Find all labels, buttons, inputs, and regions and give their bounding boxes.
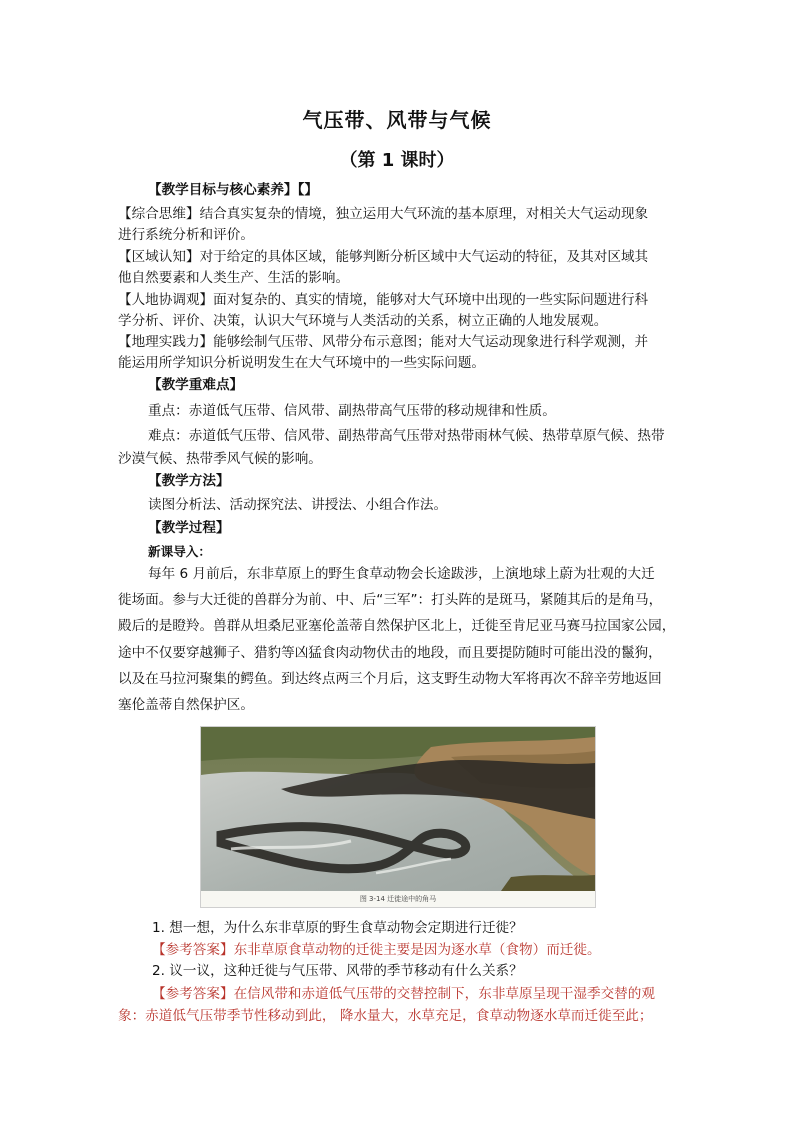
objective-text: 结合真实复杂的情境，独立运用大气环流的基本原理，对相关大气运动现象 (199, 206, 649, 222)
intro-paragraph-line: 以及在马拉河聚集的鳄鱼。到达终点两三个月后，这支野生动物大军将再次不辞辛劳地返回 (118, 671, 662, 687)
objective-text-cont: 学分析、评价、决策，认识大气环境与人类活动的关系，树立正确的人地发展观。 (118, 313, 608, 329)
answer-2 (152, 983, 722, 1005)
photo-caption: 图 3-14 迁徙途中的角马 (201, 891, 595, 907)
objective-tag: 【地理实践力】 (118, 334, 214, 350)
objectives-heading: 【教学目标与核心素养】【】 (148, 182, 318, 198)
intro-paragraph-line: 徙场面。参与大迁徙的兽群分为前、中、后“三军”：打头阵的是斑马，紧随其后的是角马， (118, 592, 663, 608)
objective-text-cont: 能运用所学知识分析说明发生在大气环境中的一些实际问题。 (118, 355, 486, 371)
objective-text-cont: 进行系统分析和评价。 (118, 227, 254, 243)
methods-text: 读图分析法、活动探究法、讲授法、小组合作法。 (148, 497, 448, 513)
difficulty-heading: 【教学重难点】 (148, 377, 244, 393)
answer-text: 在信风带和赤道低气压带的交替控制下，东非草原呈现干湿季交替的观 (233, 986, 655, 1002)
answer-tag: 【参考答案】 (152, 986, 234, 1002)
question-1: 1. 想一想，为什么东非草原的野生食草动物会定期进行迁徙？ (152, 920, 523, 936)
lesson-subtitle: （第 1 课时） (339, 150, 455, 171)
objective-text: 能够绘制气压带、风带分布示意图；能对大气运动现象进行科学观测，并 (213, 334, 649, 350)
intro-paragraph-line: 途中不仅要穿越狮子、猎豹等凶猛食肉动物伏击的地段，而且要提防随时可能出没的鬣狗， (118, 645, 662, 661)
intro-paragraph-line: 塞伦盖蒂自然保护区。 (118, 697, 254, 713)
process-heading: 【教学过程】 (148, 520, 230, 536)
key-point: 重点：赤道低气压带、信风带、副热带高气压带的移动规律和性质。 (148, 403, 556, 419)
answer-text: 东非草原食草动物的迁徙主要是因为逐水草（食物）而迁徙。 (233, 942, 601, 958)
river-crossing-illustration (201, 727, 595, 907)
objective-line (118, 331, 688, 353)
objective-line (118, 289, 688, 311)
difficult-point: 难点：赤道低气压带、信风带、副热带高气压带对热带雨林气候、热带草原气候、热带 (148, 428, 665, 444)
intro-paragraph-line: 每年 6 月前后，东非草原上的野生食草动物会长途跋涉，上演地球上蔚为壮观的大迁 (148, 566, 655, 582)
objective-line (118, 246, 688, 268)
objective-text: 面对复杂的、真实的情境，能够对大气环境中出现的一些实际问题进行科 (213, 292, 649, 308)
difficult-point-cont: 沙漠气候、热带季风气候的影响。 (118, 451, 322, 467)
question-2: 2. 议一议，这种迁徙与气压带、风带的季节移动有什么关系？ (152, 963, 523, 979)
intro-paragraph-line: 殿后的是瞪羚。兽群从坦桑尼亚塞伦盖蒂自然保护区北上，迁徙至肯尼亚马赛马拉国家公园， (118, 618, 676, 634)
objective-text: 对于给定的具体区域，能够判断分析区域中大气运动的特征，及其对区域其 (199, 249, 649, 265)
wildebeest-migration-photo (200, 726, 596, 908)
document-title: 气压带、风带与气候 (302, 108, 492, 132)
objective-text-cont: 他自然要素和人类生产、生活的影响。 (118, 270, 350, 286)
objective-line (118, 203, 688, 225)
objective-tag: 【人地协调观】 (118, 292, 214, 308)
intro-label: 新课导入： (148, 544, 211, 559)
methods-heading: 【教学方法】 (148, 473, 230, 489)
answer-1 (152, 939, 722, 961)
objective-tag: 【区域认知】 (118, 249, 200, 265)
answer-2-cont: 象：赤道低气压带季节性移动到此， 降水量大，水草充足，食草动物逐水草而迁徙至此； (118, 1008, 653, 1024)
answer-tag: 【参考答案】 (152, 942, 234, 958)
objective-tag: 【综合思维】 (118, 206, 200, 222)
